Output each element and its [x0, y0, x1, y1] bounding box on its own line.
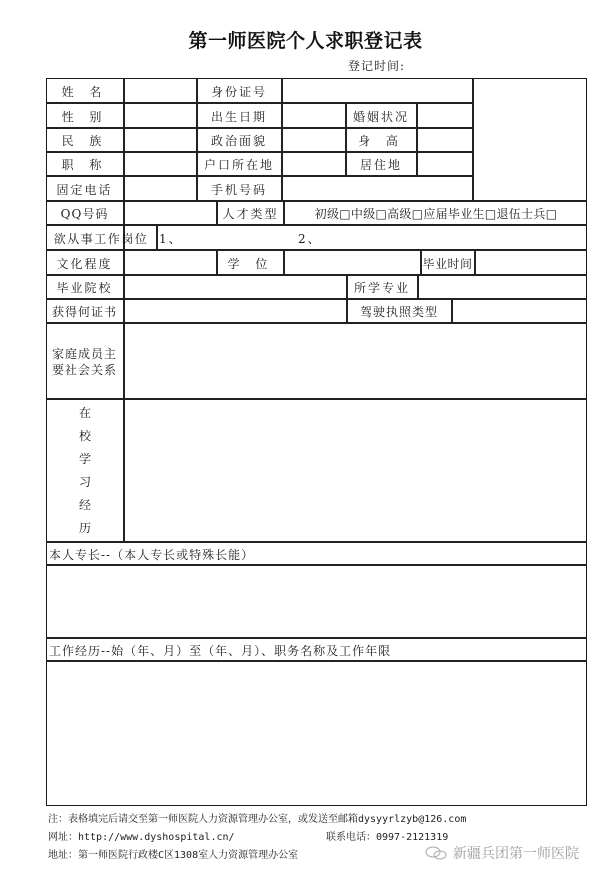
major-label: 所学专业 — [353, 281, 410, 295]
footer-note: 注：表格填完后请交至第一师医院人力资源管理办公室，或发送至邮箱dysyyrlzyb@126.com — [48, 814, 467, 825]
hukou-label: 户口所在地 — [203, 158, 274, 172]
marital-status-field[interactable] — [418, 104, 471, 126]
professional-title-field[interactable] — [125, 153, 195, 174]
graduation-time-field[interactable] — [476, 251, 585, 273]
ethnicity-field[interactable] — [125, 129, 195, 150]
gender-field[interactable] — [125, 104, 195, 126]
residence-label: 居住地 — [359, 158, 402, 172]
work-history-header: 工作经历--始（年、月）至（年、月）、职务名称及工作年限 — [49, 644, 392, 658]
desired-position-label: 欲从事工作岗位 — [53, 232, 149, 246]
degree-field[interactable] — [285, 251, 419, 273]
family-label-line-1: 家庭成员主 — [51, 347, 117, 361]
certificates-field[interactable] — [125, 300, 345, 321]
family-relations-label — [46, 346, 123, 378]
study-char: 经 — [78, 498, 91, 512]
divider — [46, 127, 473, 129]
marital-status-label: 婚姻状况 — [352, 110, 409, 124]
footer-phone: 联系电话：0997-2121319 — [326, 832, 449, 843]
specialty-header: 本人专长--（本人专长或特殊长能） — [49, 548, 255, 562]
mobile-field[interactable] — [283, 177, 471, 199]
position-option-2[interactable]: 2、 — [298, 232, 322, 246]
name-label: 姓 名 — [61, 85, 108, 99]
qq-label: QQ号码 — [60, 207, 109, 221]
political-status-field[interactable] — [283, 129, 344, 150]
landline-field[interactable] — [125, 177, 195, 199]
divider — [46, 637, 587, 639]
major-field[interactable] — [419, 276, 585, 297]
page-title: 第一师医院个人求职登记表 — [188, 30, 423, 52]
residence-field[interactable] — [418, 153, 471, 174]
divider — [46, 541, 587, 543]
family-relations-field[interactable] — [125, 324, 585, 397]
position-option-1[interactable]: 1、 — [159, 232, 183, 246]
ethnicity-label: 民 族 — [61, 134, 108, 148]
landline-label: 固定电话 — [56, 183, 113, 197]
height-field[interactable] — [418, 129, 471, 150]
birth-date-label: 出生日期 — [210, 110, 267, 124]
name-field[interactable] — [125, 80, 195, 101]
study-history-label — [48, 402, 122, 540]
height-label: 身 高 — [358, 134, 404, 148]
birth-date-field[interactable] — [283, 104, 344, 126]
certificates-label: 获得何证书 — [51, 305, 117, 319]
specialty-field[interactable] — [48, 566, 585, 636]
photo-box[interactable] — [474, 80, 585, 199]
watermark-text: 新疆兵团第一师医院 — [453, 846, 579, 862]
family-label-line-2: 要社会关系 — [51, 363, 117, 377]
divider — [46, 151, 473, 153]
divider — [46, 102, 473, 104]
watermark — [425, 843, 579, 863]
degree-label: 学 位 — [227, 257, 274, 271]
driving-license-label: 驾驶执照类型 — [359, 305, 438, 319]
footer-address: 地址：第一师医院行政楼C区1308室人力资源管理办公室 — [48, 850, 299, 861]
education-level-field[interactable] — [125, 251, 215, 273]
divider — [156, 224, 158, 249]
driving-license-field[interactable] — [453, 300, 585, 321]
qq-field[interactable] — [125, 202, 215, 223]
gender-label: 性 别 — [61, 110, 108, 124]
professional-title-label: 职 称 — [61, 158, 108, 172]
study-history-field[interactable] — [125, 400, 585, 540]
talent-type-options[interactable]: 初级□中级□高级□应届毕业生□退伍士兵□ — [314, 207, 558, 221]
divider — [283, 200, 285, 225]
talent-type-label: 人才类型 — [222, 207, 279, 221]
school-field[interactable] — [125, 276, 345, 297]
work-history-field[interactable] — [48, 662, 585, 804]
divider — [46, 224, 587, 226]
hukou-field[interactable] — [283, 153, 344, 174]
study-char: 习 — [78, 475, 91, 489]
school-label: 毕业院校 — [56, 281, 113, 295]
mobile-label: 手机号码 — [210, 183, 267, 197]
study-char: 学 — [78, 452, 91, 466]
education-level-label: 文化程度 — [56, 257, 113, 271]
study-char: 校 — [78, 429, 91, 443]
study-char: 在 — [78, 406, 91, 420]
footer-website: 网址：http://www.dyshospital.cn/ — [48, 832, 235, 843]
id-number-label: 身份证号 — [210, 85, 267, 99]
registration-time-label: 登记时间: — [348, 59, 406, 73]
id-number-field[interactable] — [283, 80, 471, 101]
study-char: 历 — [78, 521, 91, 535]
wechat-icon — [425, 846, 447, 860]
political-status-label: 政治面貌 — [210, 134, 267, 148]
graduation-time-label: 毕业时间 — [422, 257, 473, 271]
